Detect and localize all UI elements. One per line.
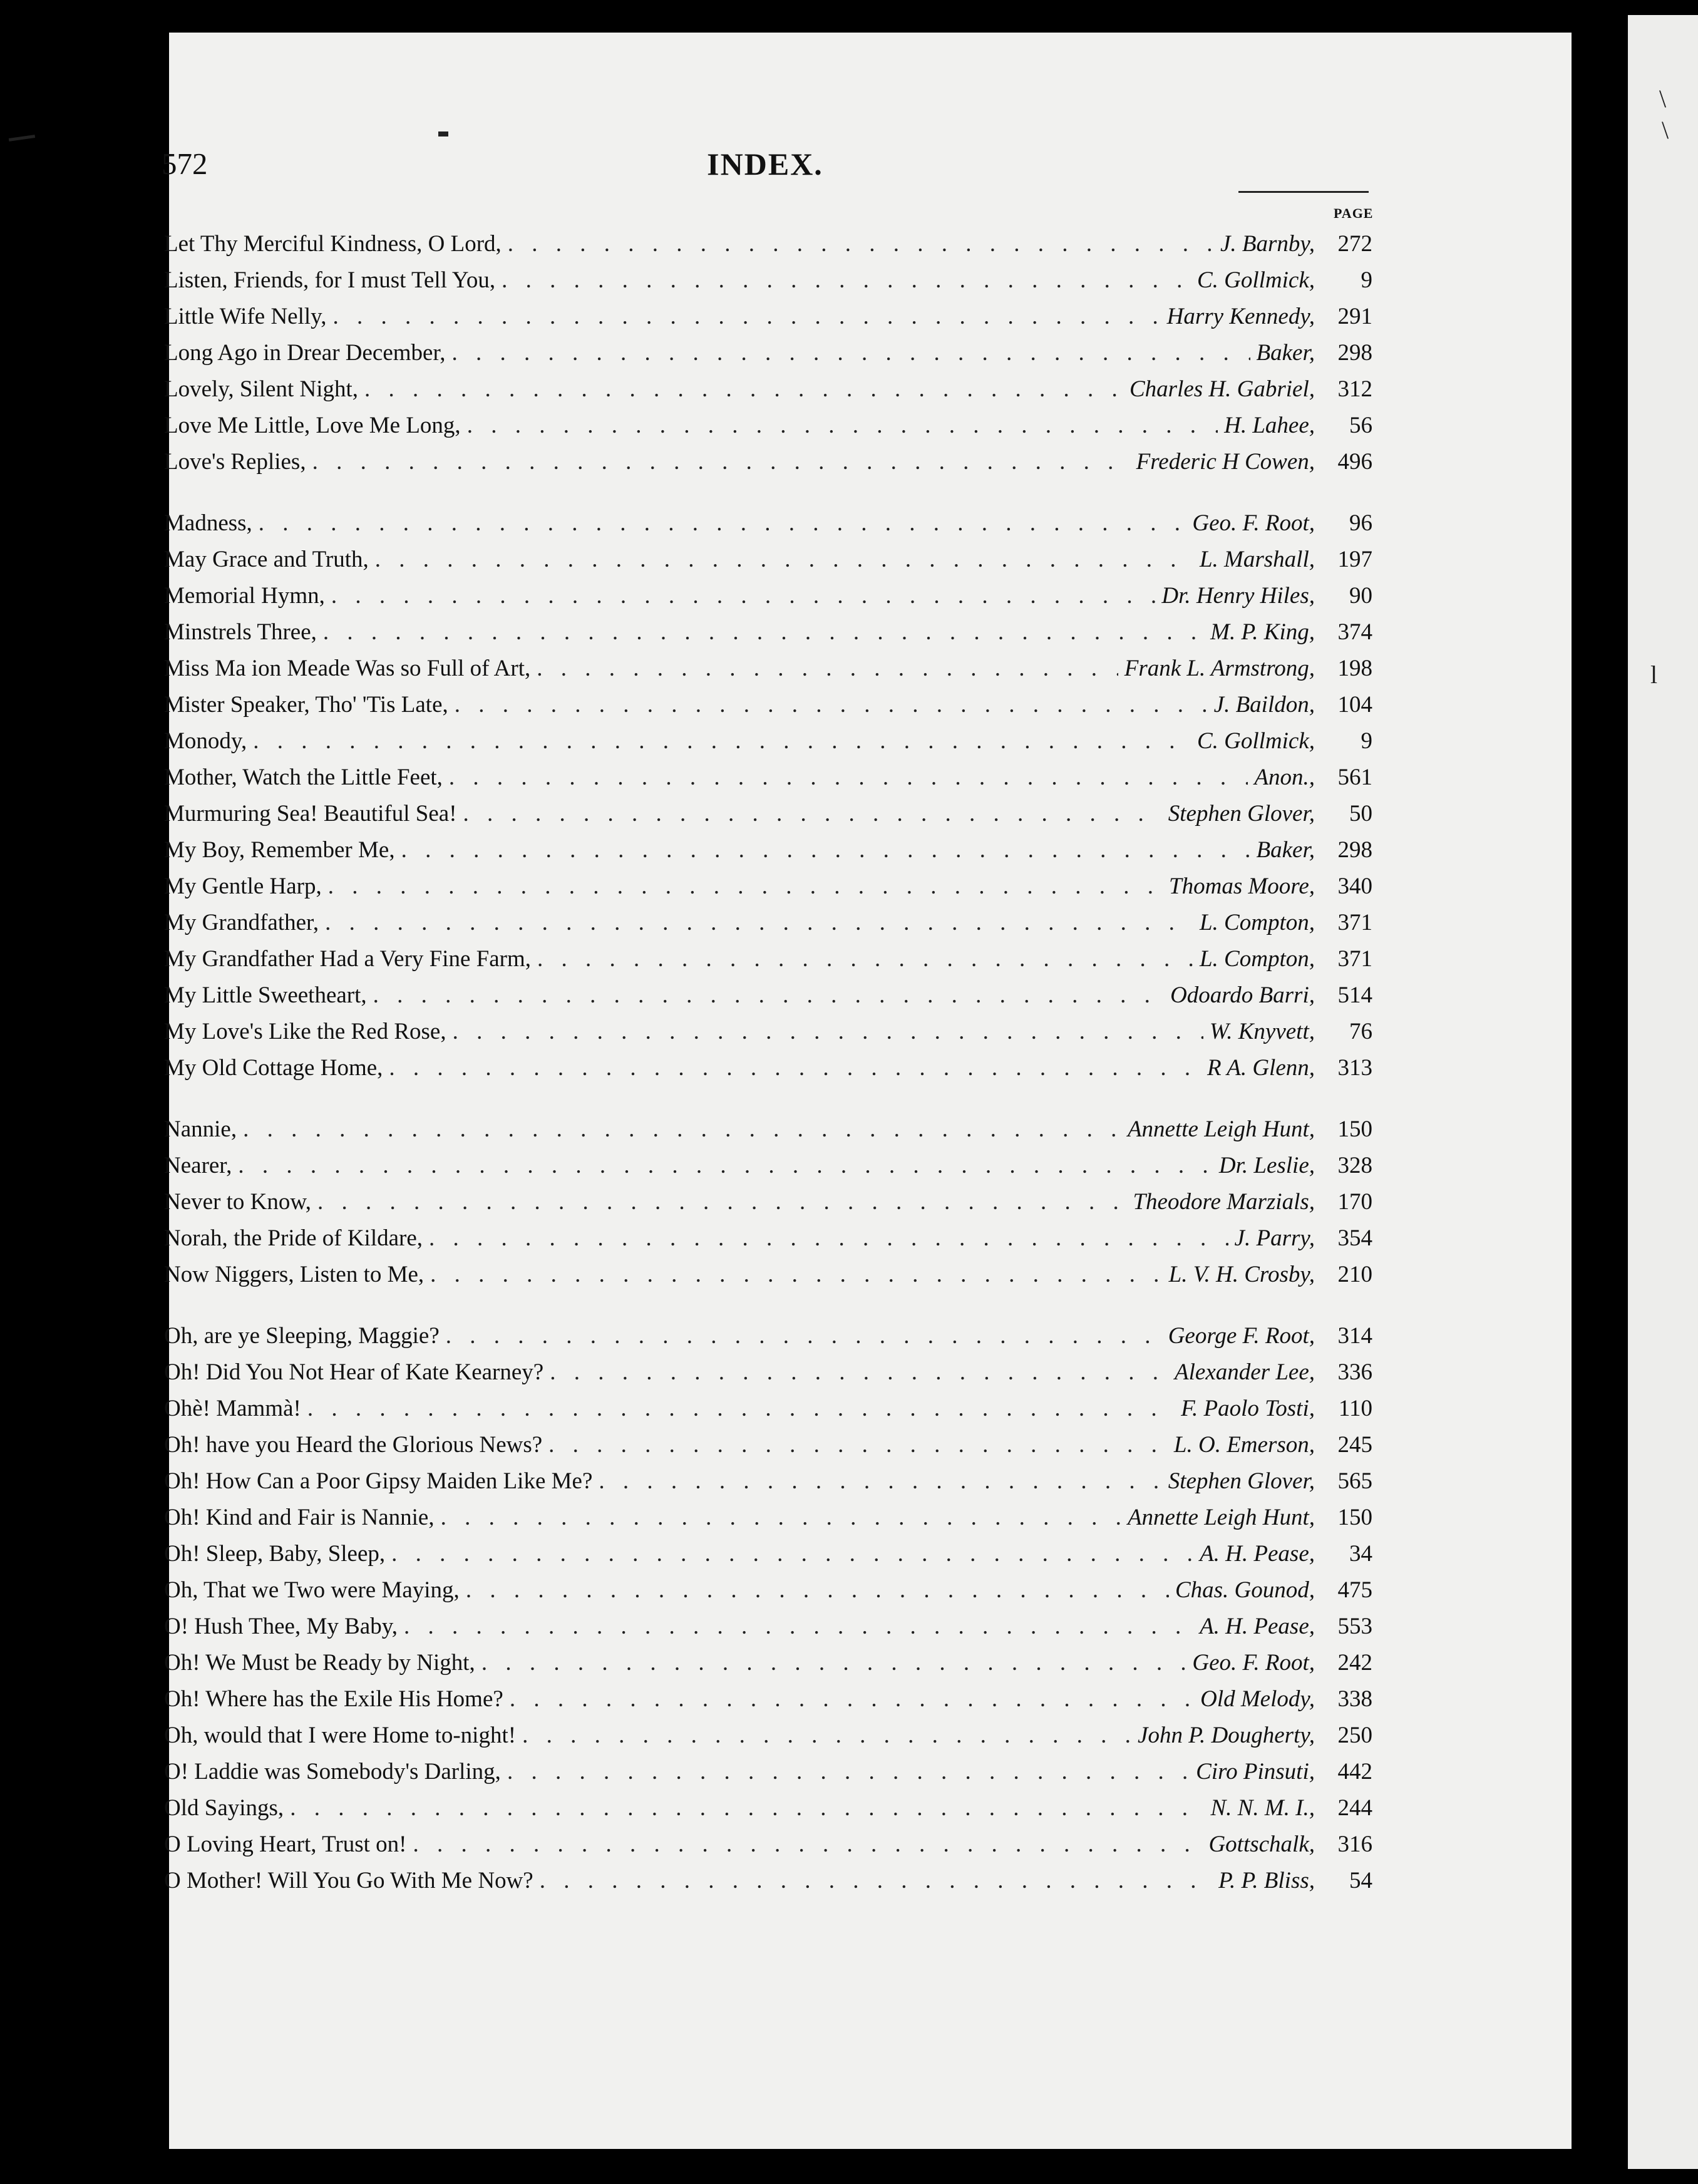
dot-leader — [467, 412, 1218, 439]
entry-composer: Annette Leigh Hunt, — [1127, 1116, 1315, 1142]
entry-title: Oh, would that I were Home to-night! — [164, 1723, 517, 1748]
dot-leader — [307, 1395, 1175, 1422]
entry-page-number: 371 — [1337, 946, 1372, 972]
entry-title: Oh! Kind and Fair is Nannie, — [164, 1505, 435, 1530]
entry-title: Oh! How Can a Poor Gipsy Maiden Like Me? — [164, 1468, 593, 1494]
entry-title: Madness, — [164, 510, 252, 536]
entry-composer: J. Barnby, — [1220, 231, 1315, 257]
entry-composer: Dr. Leslie, — [1218, 1153, 1315, 1178]
index-entry — [164, 1867, 1372, 1903]
entry-page-number: 9 — [1361, 728, 1372, 754]
index-entry — [164, 412, 1372, 448]
entry-page-number: 54 — [1349, 1868, 1372, 1893]
dot-leader — [453, 1018, 1203, 1045]
running-title: INDEX. — [707, 147, 823, 182]
entry-composer: Theodore Marzials, — [1133, 1189, 1315, 1215]
entry-title: Oh! We Must be Ready by Night, — [164, 1650, 475, 1676]
index-entry — [164, 691, 1372, 728]
entry-composer: Baker, — [1256, 340, 1315, 366]
index-entry — [164, 1322, 1372, 1359]
index-entry — [164, 1577, 1372, 1613]
entry-composer: M. P. King, — [1210, 619, 1315, 645]
entry-page-number: 197 — [1337, 547, 1372, 572]
entry-page-number: 340 — [1337, 873, 1372, 899]
dot-leader — [537, 655, 1118, 682]
dot-leader — [430, 1261, 1162, 1288]
entry-page-number: 250 — [1337, 1723, 1372, 1748]
entry-page-number: 56 — [1349, 413, 1372, 438]
entry-title: Mother, Watch the Little Feet, — [164, 765, 443, 790]
entry-title: May Grace and Truth, — [164, 547, 369, 572]
index-entry — [164, 1261, 1372, 1297]
dot-leader — [373, 982, 1164, 1009]
index-entry — [164, 546, 1372, 582]
dot-leader — [404, 1613, 1193, 1640]
entry-composer: L. V. H. Crosby, — [1168, 1262, 1315, 1287]
index-entry — [164, 728, 1372, 764]
dot-leader — [540, 1867, 1212, 1894]
entry-page-number: 338 — [1337, 1686, 1372, 1712]
entry-page-number: 198 — [1337, 656, 1372, 681]
dot-leader — [455, 691, 1208, 718]
entry-composer: Gottschalk, — [1208, 1831, 1315, 1857]
entry-title: My Grandfather Had a Very Fine Farm, — [164, 946, 532, 972]
entry-title: O! Hush Thee, My Baby, — [164, 1614, 398, 1639]
dot-leader — [413, 1831, 1202, 1858]
entry-composer: P. P. Bliss, — [1218, 1868, 1315, 1893]
entry-composer: Frank L. Armstrong, — [1124, 656, 1315, 681]
entry-title: My Little Sweetheart, — [164, 982, 367, 1008]
entry-page-number: 553 — [1337, 1614, 1372, 1639]
entry-composer: A. H. Pease, — [1200, 1541, 1315, 1567]
entry-composer: John P. Dougherty, — [1138, 1723, 1315, 1748]
entry-page-number: 374 — [1337, 619, 1372, 645]
index-entry — [164, 1188, 1372, 1225]
section-gap — [164, 1091, 1372, 1116]
dot-leader — [441, 1504, 1121, 1531]
dot-leader — [599, 1468, 1161, 1495]
dot-leader — [238, 1152, 1212, 1179]
entry-composer: N. N. M. I., — [1210, 1795, 1315, 1821]
entry-composer: J. Baildon, — [1213, 692, 1315, 718]
entry-page-number: 316 — [1337, 1831, 1372, 1857]
index-entry — [164, 582, 1372, 619]
entry-page-number: 170 — [1337, 1189, 1372, 1215]
entry-composer: Stephen Glover, — [1168, 801, 1315, 827]
entry-composer: Geo. F. Root, — [1192, 510, 1315, 536]
header-rule — [1238, 191, 1369, 193]
dot-leader — [312, 448, 1130, 475]
entry-title: O Loving Heart, Trust on! — [164, 1831, 407, 1857]
entry-page-number: 96 — [1349, 510, 1372, 536]
entry-composer: Geo. F. Root, — [1192, 1650, 1315, 1676]
entry-page-number: 104 — [1337, 692, 1372, 718]
section-gap — [164, 485, 1372, 510]
entry-page-number: 298 — [1337, 837, 1372, 863]
entry-page-number: 565 — [1337, 1468, 1372, 1494]
entry-title: Oh! Sleep, Baby, Sleep, — [164, 1541, 386, 1567]
entry-composer: Baker, — [1256, 837, 1315, 863]
entry-page-number: 245 — [1337, 1432, 1372, 1458]
index-entries — [164, 230, 1372, 1903]
entry-composer: Harry Kennedy, — [1166, 304, 1315, 329]
entry-page-number: 314 — [1337, 1323, 1372, 1349]
dot-leader — [364, 376, 1123, 403]
dot-leader — [259, 510, 1186, 537]
index-entry — [164, 764, 1372, 800]
dot-leader — [548, 1431, 1168, 1458]
entry-composer: H. Lahee, — [1224, 413, 1315, 438]
entry-title: Memorial Hymn, — [164, 583, 325, 609]
entry-composer: Alexander Lee, — [1175, 1359, 1315, 1385]
dot-leader — [328, 873, 1163, 900]
entry-title: Murmuring Sea! Beautiful Sea! — [164, 801, 457, 827]
index-entry — [164, 339, 1372, 376]
entry-page-number: 150 — [1337, 1505, 1372, 1530]
index-entry — [164, 1649, 1372, 1686]
dot-leader — [466, 1577, 1169, 1604]
entry-composer: Chas. Gounod, — [1175, 1577, 1315, 1603]
index-entry — [164, 1054, 1372, 1091]
dot-leader — [391, 1540, 1193, 1567]
entry-page-number: 514 — [1337, 982, 1372, 1008]
index-entry — [164, 619, 1372, 655]
entry-composer: Stephen Glover, — [1168, 1468, 1315, 1494]
entry-title: Listen, Friends, for I must Tell You, — [164, 267, 496, 293]
entry-title: Lovely, Silent Night, — [164, 376, 359, 402]
entry-page-number: 336 — [1337, 1359, 1372, 1385]
page-column-label: PAGE — [1334, 205, 1374, 221]
dot-leader — [323, 619, 1204, 646]
entry-title: Love's Replies, — [164, 449, 306, 475]
dot-leader — [537, 945, 1193, 972]
dot-leader — [389, 1054, 1201, 1081]
index-entry — [164, 873, 1372, 909]
entry-title: Oh, That we Two were Maying, — [164, 1577, 460, 1603]
entry-title: My Old Cottage Home, — [164, 1055, 383, 1081]
dot-leader — [463, 800, 1162, 827]
entry-title: Never to Know, — [164, 1189, 311, 1215]
entry-page-number: 272 — [1337, 231, 1372, 257]
entry-composer: George F. Root, — [1168, 1323, 1315, 1349]
entry-page-number: 328 — [1337, 1153, 1372, 1178]
index-entry — [164, 448, 1372, 485]
dot-leader — [481, 1649, 1186, 1676]
entry-title: Love Me Little, Love Me Long, — [164, 413, 461, 438]
dot-leader — [253, 728, 1191, 755]
entry-composer: Frederic H Cowen, — [1136, 449, 1315, 475]
entry-page-number: 298 — [1337, 340, 1372, 366]
entry-page-number: 475 — [1337, 1577, 1372, 1603]
entry-title: My Boy, Remember Me, — [164, 837, 395, 863]
index-entry — [164, 945, 1372, 982]
entry-composer: Charles H. Gabriel, — [1129, 376, 1315, 402]
entry-title: Little Wife Nelly, — [164, 304, 327, 329]
index-entry — [164, 1722, 1372, 1758]
entry-title: My Gentle Harp, — [164, 873, 322, 899]
entry-title: Monody, — [164, 728, 247, 754]
entry-page-number: 442 — [1337, 1759, 1372, 1785]
dot-leader — [507, 1758, 1190, 1785]
entry-title: O! Laddie was Somebody's Darling, — [164, 1759, 501, 1785]
entry-title: Oh! Did You Not Hear of Kate Kearney? — [164, 1359, 544, 1385]
index-entry — [164, 1431, 1372, 1468]
index-entry — [164, 267, 1372, 303]
entry-title: Let Thy Merciful Kindness, O Lord, — [164, 231, 502, 257]
entry-composer: C. Gollmick, — [1196, 728, 1315, 754]
index-entry — [164, 1359, 1372, 1395]
dot-leader — [317, 1188, 1127, 1215]
entry-composer: Thomas Moore, — [1169, 873, 1315, 899]
entry-title: Nearer, — [164, 1153, 232, 1178]
dot-leader — [550, 1359, 1168, 1386]
entry-title: Oh! Where has the Exile His Home? — [164, 1686, 503, 1712]
index-entry — [164, 1152, 1372, 1188]
entry-title: Norah, the Pride of Kildare, — [164, 1225, 423, 1251]
dot-leader — [502, 267, 1191, 294]
index-entry — [164, 1116, 1372, 1152]
adjacent-page-edge — [1628, 15, 1698, 2169]
dot-leader — [401, 837, 1250, 863]
index-entry — [164, 230, 1372, 267]
index-entry — [164, 1540, 1372, 1577]
index-entry — [164, 909, 1372, 945]
margin-mark: l — [1650, 661, 1658, 689]
entry-composer: Odoardo Barri, — [1170, 982, 1315, 1008]
page-header — [162, 118, 1374, 221]
entry-composer: F. Paolo Tosti, — [1181, 1396, 1315, 1421]
index-entry — [164, 303, 1372, 339]
entry-composer: Anon., — [1254, 765, 1315, 790]
entry-page-number: 242 — [1337, 1650, 1372, 1676]
index-entry — [164, 1504, 1372, 1540]
entry-page-number: 9 — [1361, 267, 1372, 293]
entry-page-number: 371 — [1337, 910, 1372, 935]
dot-leader — [243, 1116, 1121, 1143]
entry-title: Long Ago in Drear December, — [164, 340, 446, 366]
entry-page-number: 76 — [1349, 1019, 1372, 1044]
entry-page-number: 110 — [1338, 1396, 1372, 1421]
entry-title: Oh, are ye Sleeping, Maggie? — [164, 1323, 440, 1349]
dot-leader — [290, 1795, 1204, 1821]
index-entry — [164, 1613, 1372, 1649]
dot-leader — [331, 582, 1156, 609]
index-entry — [164, 1831, 1372, 1867]
ink-speck — [9, 135, 35, 142]
index-entry — [164, 1468, 1372, 1504]
dot-leader — [522, 1722, 1131, 1749]
entry-page-number: 496 — [1337, 449, 1372, 475]
entry-title: Nannie, — [164, 1116, 237, 1142]
entry-page-number: 150 — [1337, 1116, 1372, 1142]
entry-title: Ohè! Mammà! — [164, 1396, 301, 1421]
index-entry — [164, 982, 1372, 1018]
dot-leader — [449, 764, 1248, 791]
index-entry — [164, 1795, 1372, 1831]
entry-title: My Love's Like the Red Rose, — [164, 1019, 446, 1044]
index-entry — [164, 1686, 1372, 1722]
index-entry — [164, 800, 1372, 837]
entry-composer: W. Knyvett, — [1209, 1019, 1315, 1044]
entry-composer: Annette Leigh Hunt, — [1127, 1505, 1315, 1530]
entry-page-number: 50 — [1349, 801, 1372, 827]
index-entry — [164, 1395, 1372, 1431]
entry-composer: L. Compton, — [1199, 946, 1315, 972]
index-entry — [164, 1018, 1372, 1054]
entry-composer: R A. Glenn, — [1207, 1055, 1315, 1081]
entry-composer: L. O. Emerson, — [1173, 1432, 1315, 1458]
entry-composer: Ciro Pinsuti, — [1196, 1759, 1315, 1785]
entry-page-number: 34 — [1349, 1541, 1372, 1567]
entry-page-number: 313 — [1337, 1055, 1372, 1081]
dot-leader — [325, 909, 1193, 936]
index-entry — [164, 1758, 1372, 1795]
index-entry — [164, 655, 1372, 691]
dot-leader — [510, 1686, 1194, 1713]
entry-page-number: 90 — [1349, 583, 1372, 609]
entry-page-number: 291 — [1337, 304, 1372, 329]
entry-page-number: 210 — [1337, 1262, 1372, 1287]
entry-title: Oh! have you Heard the Glorious News? — [164, 1432, 543, 1458]
margin-mark: \ — [1662, 116, 1669, 144]
section-gap — [164, 1297, 1372, 1322]
entry-title: Minstrels Three, — [164, 619, 317, 645]
entry-composer: L. Compton, — [1199, 910, 1315, 935]
entry-page-number: 244 — [1337, 1795, 1372, 1821]
index-entry — [164, 510, 1372, 546]
entry-composer: Old Melody, — [1200, 1686, 1315, 1712]
dot-leader — [375, 546, 1193, 573]
entry-title: Old Sayings, — [164, 1795, 284, 1821]
entry-composer: C. Gollmick, — [1196, 267, 1315, 293]
entry-composer: A. H. Pease, — [1200, 1614, 1315, 1639]
index-entry — [164, 837, 1372, 873]
dot-leader — [508, 230, 1214, 257]
entry-title: O Mother! Will You Go With Me Now? — [164, 1868, 533, 1893]
margin-mark: \ — [1659, 85, 1667, 113]
dot-leader — [429, 1225, 1228, 1252]
entry-composer: L. Marshall, — [1199, 547, 1315, 572]
entry-title: Miss Ma ion Meade Was so Full of Art, — [164, 656, 531, 681]
entry-title: Mister Speaker, Tho' 'Tis Late, — [164, 692, 448, 718]
entry-page-number: 354 — [1337, 1225, 1372, 1251]
dot-leader — [333, 303, 1161, 330]
dot-leader — [446, 1322, 1162, 1349]
entry-composer: Dr. Henry Hiles, — [1161, 583, 1315, 609]
entry-title: My Grandfather, — [164, 910, 319, 935]
index-entry — [164, 376, 1372, 412]
dot-leader — [452, 339, 1250, 366]
entry-page-number: 312 — [1337, 376, 1372, 402]
entry-page-number: 561 — [1337, 765, 1372, 790]
page-number: 572 — [162, 147, 208, 181]
entry-title: Now Niggers, Listen to Me, — [164, 1262, 424, 1287]
index-entry — [164, 1225, 1372, 1261]
entry-composer: J. Parry, — [1234, 1225, 1315, 1251]
